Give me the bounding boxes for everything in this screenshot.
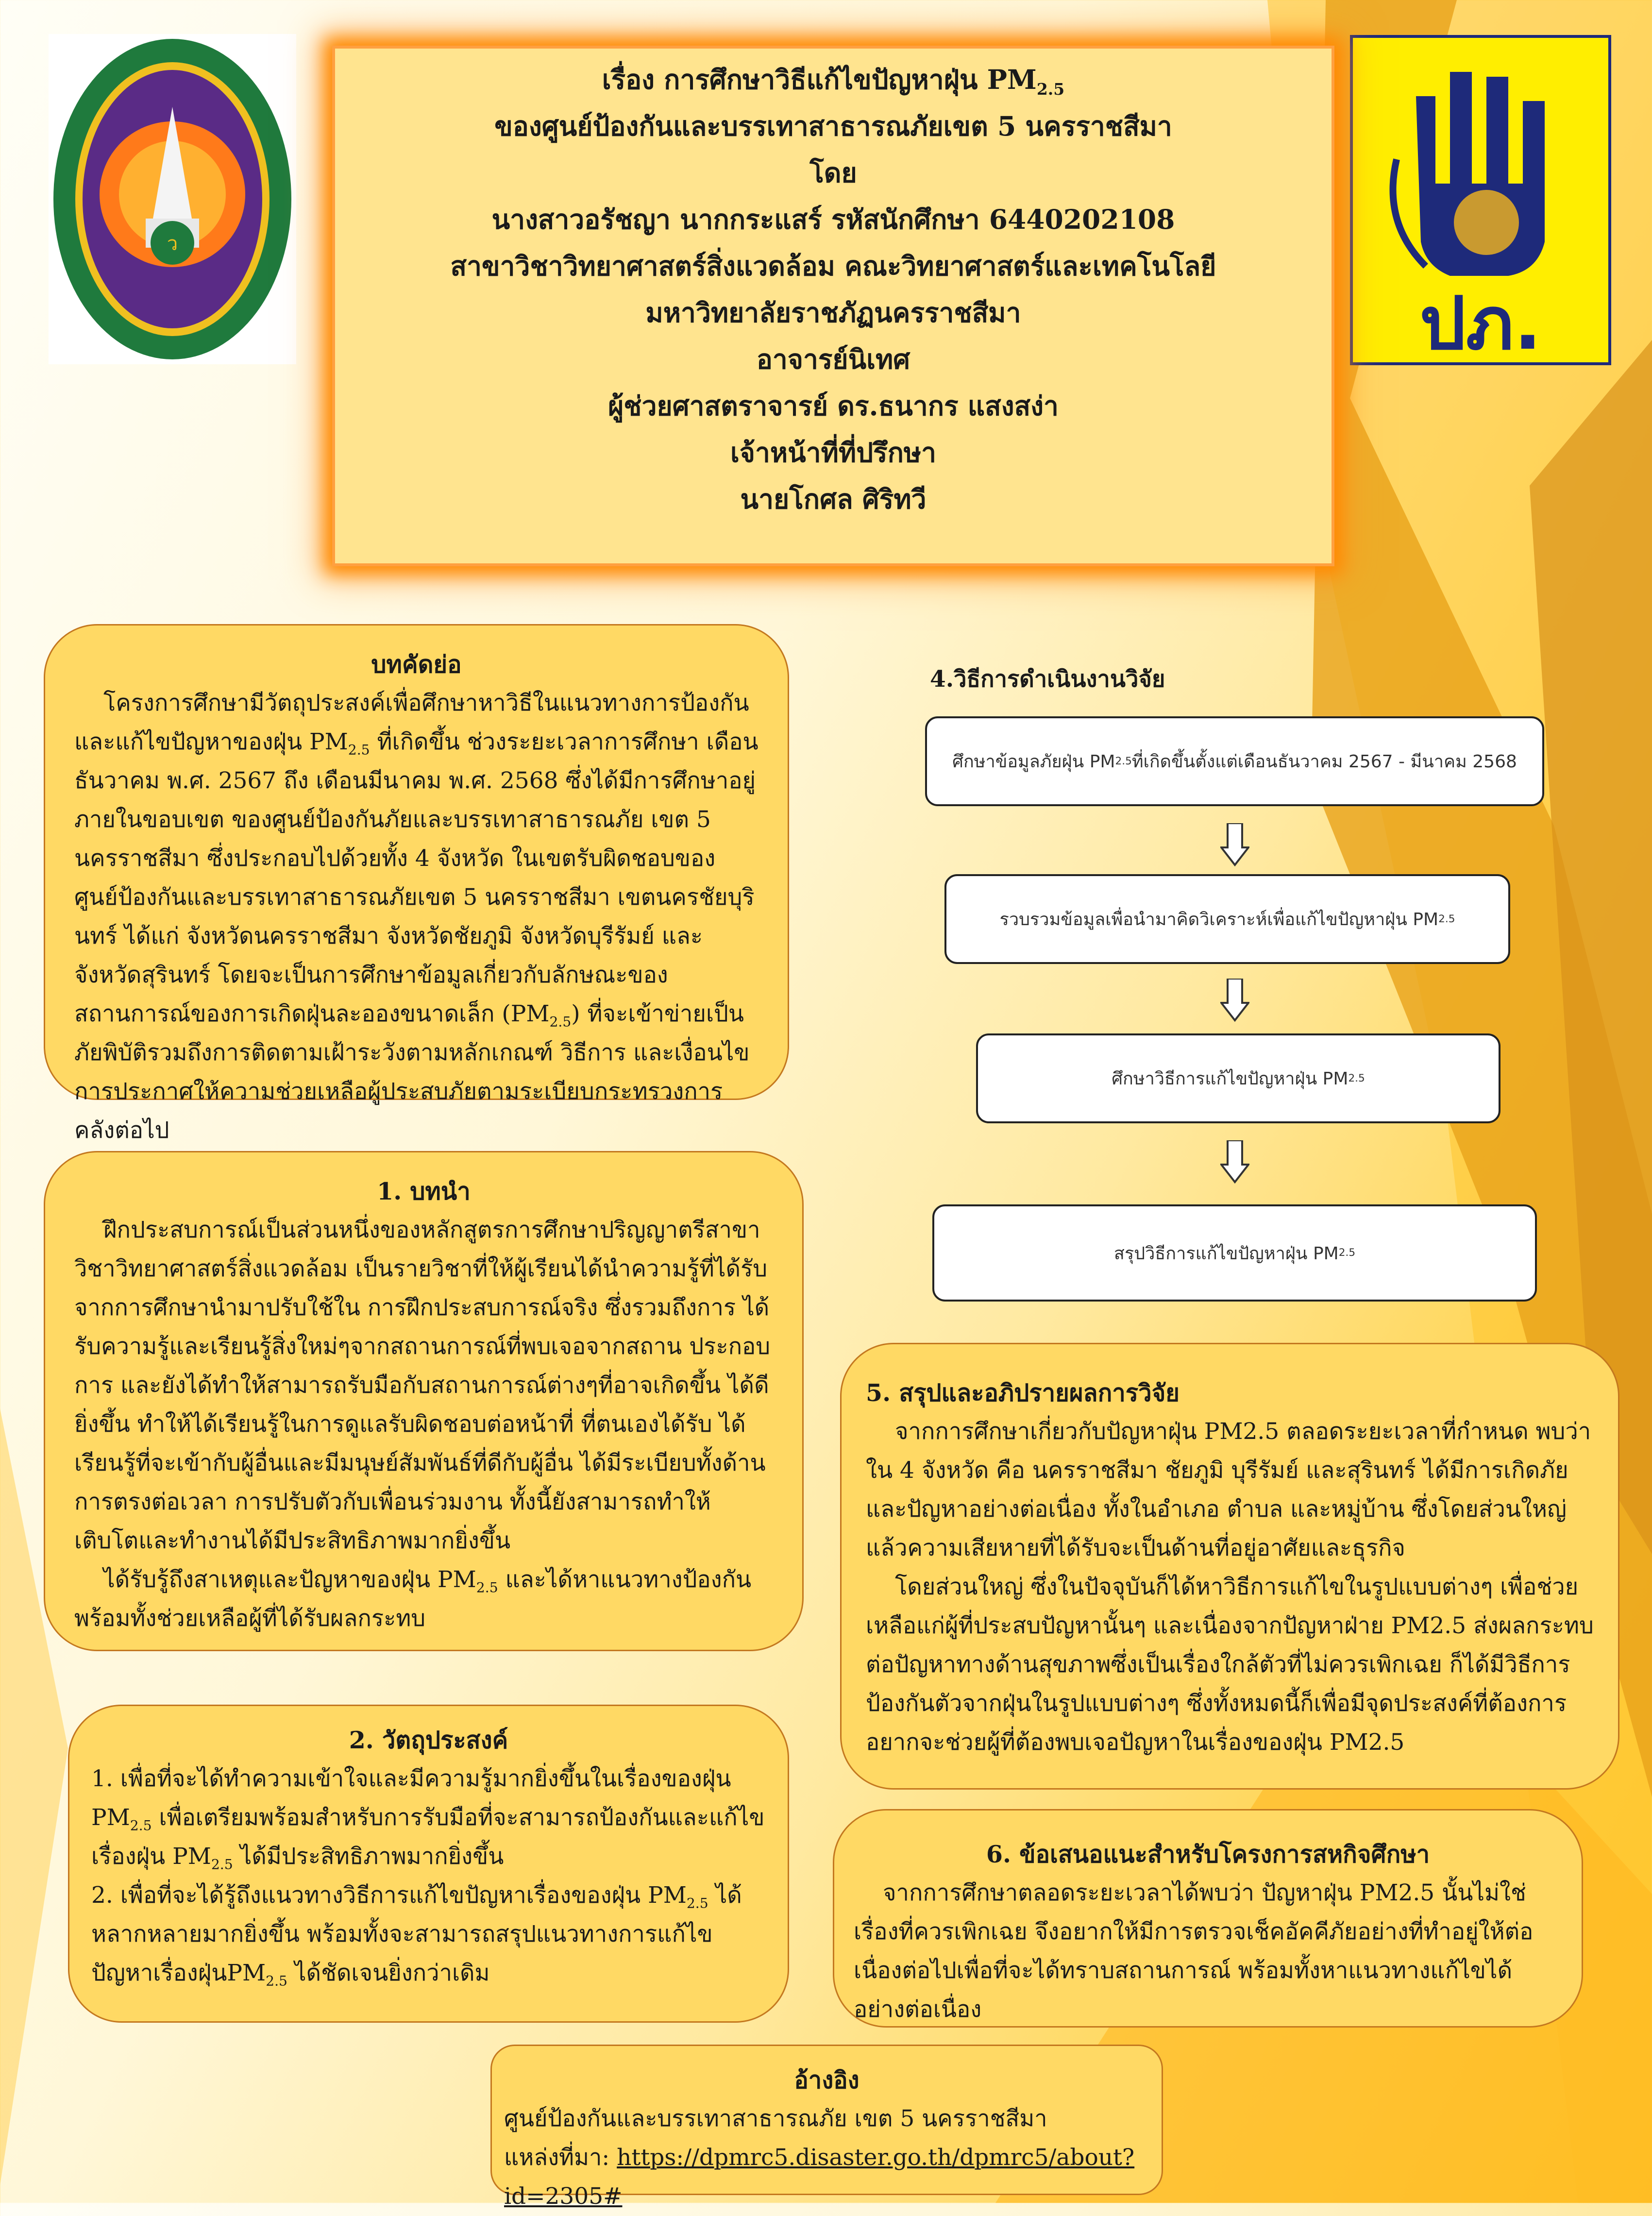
abstract-box bbox=[44, 624, 789, 1144]
header-university: มหาวิทยาลัยราชภัฏนครราชสีมา bbox=[645, 297, 1021, 328]
reference-link[interactable]: https://dpmrc5.disaster.go.th/dpmrc5/about?id=2305# bbox=[504, 2144, 1135, 2210]
header-line-3: โดย bbox=[809, 157, 857, 188]
conclusion-title: 5. สรุปและอภิปรายผลการวิจัย bbox=[866, 1379, 1180, 1407]
objectives-title: 2. วัตถุประสงค์ bbox=[349, 1726, 508, 1754]
method-step-2: รวบรวมข้อมูลเพื่อนำมาคิดวิเคราะห์เพื่อแก้ไขปัญหาฝุ่น PM 2.5 bbox=[944, 874, 1510, 964]
method-step-3: ศึกษาวิธีการแก้ไขปัญหาฝุ่น PM 2.5 bbox=[976, 1033, 1500, 1123]
header-student: นางสาวอรัชญา นากกระแสร์ รหัสนักศึกษา 6440202108 bbox=[491, 203, 1175, 235]
method-step-4: สรุปวิธีการแก้ไขปัญหาฝุ่น PM 2.5 bbox=[932, 1204, 1537, 1302]
down-arrow-icon bbox=[1220, 1140, 1249, 1184]
suggestion-box bbox=[833, 1809, 1583, 2028]
introduction-title: 1. บทนำ bbox=[377, 1177, 471, 1205]
reference-line: ศูนย์ป้องกันและบรรเทาสาธารณภัย เขต 5 นครราชสีมา bbox=[504, 2105, 1047, 2132]
header-line-2: ของศูนย์ป้องกันและบรรเทาสาธารณภัยเขต 5 นครราชสีมา bbox=[494, 110, 1172, 142]
reference-box bbox=[490, 2045, 1163, 2210]
introduction-box bbox=[44, 1151, 804, 1651]
suggestion-title: 6. ข้อเสนอแนะสำหรับโครงการสหกิจศึกษา bbox=[986, 1840, 1430, 1868]
dpm-hand-logo bbox=[1350, 35, 1611, 365]
conclusion-paragraph-2: โดยส่วนใหญ่ ซึ่งในปัจจุบันก็ได้หาวิธีการแก้ไขในรูปแบบต่างๆ เพื่อช่วยเหลือแก่ผู้ที่ประสบปัญหานั้นๆ และเนื่องจากปัญหาฝ่าย PM2.5 ส่งผลกระทบต่อปัญหาทางด้านสุขภาพซึ่งเป็นเรื่องใกล้ตัวที่ไม่ควรเพิกเฉย ก็ได้มีวิธีการป้องกันตัวจากฝุ่นในรูปแบบต่างๆ ซึ่งทั้งหมดนี้ก็เพื่อมีจุดประสงค์ที่ต้องการอยากจะช่วยผู้ที่ต้องพบเจอปัญหาในเรื่องของฝุ่น PM2.5 bbox=[866, 1573, 1594, 1756]
objective-2: 2. เพื่อที่จะได้รู้ถึงแนวทางวิธีการแก้ไขปัญหาเรื่องของฝุ่น $PM_{2.5}$ ได้หลากหลายมากยิ่งขึ้น พร้อมทั้งจะสามารถสรุปแนวทางการแก้ไขปัญหาเรื่องฝุ่น$PM_{2.5}$ ได้ชัดเจนยิ่งกว่าเดิม bbox=[91, 1882, 742, 1989]
down-arrow-icon bbox=[1220, 979, 1249, 1022]
poster-header bbox=[335, 49, 1332, 563]
poster-title: เรื่อง การศึกษาวิธีแก้ไขปัญหาฝุ่น $PM_{2.5}$ bbox=[602, 64, 1065, 99]
introduction-paragraph-1: ฝึกประสบการณ์เป็นส่วนหนึ่งของหลักสูตรการศึกษาปริญญาตรีสาขาวิชาวิทยาศาสตร์สิ่งแวดล้อม เป็นรายวิชาที่ให้ผู้เรียนได้นำความรู้ที่ได้รับจากการศึกษานำมาปรับใช้ใน การฝึกประสบการณ์จริง ซึ่งรวมถึงการ ได้รับความรู้และเรียนรู้สิ่งใหม่ๆจากสถานการณ์ที่พบเจอจากสถาน ประกอบการ และยังได้ทำให้สามารถรับมือกับสถานการณ์ต่างๆที่อาจเกิดขึ้น ได้ดียิ่งขึ้น ทำให้ได้เรียนรู้ในการดูแลรับผิดชอบต่อหน้าที่ ที่ตนเองได้รับ ได้เรียนรู้ที่จะเข้ากับผู้อื่นและมีมนุษย์สัมพันธ์ที่ดีกับผู้อื่น ได้มีระเบียบทั้งด้านการตรงต่อเวลา การปรับตัวกับเพื่อนร่วมงาน ทั้งนี้ยังสามารถทำให้เติบโตและทำงานได้มีประสิทธิภาพมากยิ่งขึ้น bbox=[74, 1217, 771, 1554]
reference-title: อ้างอิง bbox=[794, 2066, 860, 2094]
header-mentor: นายโกศล ศิริทวี bbox=[740, 483, 927, 515]
conclusion-paragraph-1: จากการศึกษาเกี่ยวกับปัญหาฝุ่น PM2.5 ตลอดระยะเวลาที่กำหนด พบว่าใน 4 จังหวัด คือ นครราชสีมา ชัยภูมิ บุรีรัมย์ และสุรินทร์ ได้มีการเกิดภัยและปัญหาอย่างต่อเนื่อง ทั้งในอำเภอ ตำบล และหมู่บ้าน ซึ่งโดยส่วนใหญ่แล้วความเสียหายที่ได้รับจะเป็นด้านที่อยู่อาศัยและธุรกิจ bbox=[866, 1418, 1591, 1561]
header-advisor-label: อาจารย์นิเทศ bbox=[756, 343, 910, 375]
objective-1: 1. เพื่อที่จะได้ทำความเข้าใจและมีความรู้มากยิ่งขึ้นในเรื่องของฝุ่น $PM_{2.5}$ เพื่อเตรียมพร้อมสำหรับการรับมือที่จะสามารถป้องกันและแก้ไขเรื่องฝุ่น $PM_{2.5}$ ได้มีประสิทธิภาพมากยิ่งขึ้น bbox=[91, 1765, 765, 1873]
university-seal-logo bbox=[49, 34, 296, 364]
objectives-box bbox=[68, 1705, 789, 2023]
conclusion-box bbox=[840, 1343, 1619, 1790]
header-advisor: ผู้ช่วยศาสตราจารย์ ดร.ธนากร แสงสง่า bbox=[608, 390, 1059, 422]
method-title: 4.วิธีการดำเนินงานวิจัย bbox=[930, 666, 1165, 693]
header-mentor-label: เจ้าหน้าที่ที่ปรึกษา bbox=[730, 437, 937, 468]
method-step-1: ศึกษาข้อมูลภัยฝุ่น PM 2.5 ที่เกิดขึ้นตั้งแต่เดือนธันวาคม 2567 - มีนาคม 2568 bbox=[925, 716, 1544, 806]
down-arrow-icon bbox=[1220, 823, 1249, 867]
dpm-logo-text: ปภ. bbox=[1419, 282, 1542, 362]
reference-source: แหล่งที่มา: https://dpmrc5.disaster.go.th/dpmrc5/about?id=2305# bbox=[504, 2144, 1135, 2210]
introduction-paragraph-2: ได้รับรู้ถึงสาเหตุและปัญหาของฝุ่น $PM_{2.5}$ และได้หาแนวทางป้องกัน พร้อมทั้งช่วยเหลือผู้ที่ได้รับผลกระทบ bbox=[74, 1566, 752, 1632]
abstract-title: บทคัดย่อ bbox=[371, 650, 462, 678]
svg-text:ว: ว bbox=[167, 233, 178, 255]
suggestion-text: จากการศึกษาตลอดระยะเวลาได้พบว่า ปัญหาฝุ่น PM2.5 นั้นไม่ใช่เรื่องที่ควรเพิกเฉย จึงอยากให้มีการตรวจเช็คอัคคีภัยอย่างที่ทำอยู่ให้ต่อเนื่องต่อไปเพื่อที่จะได้ทราบสถานการณ์ พร้อมทั้งหาแนวทางแก้ไขได้อย่างต่อเนื่อง bbox=[854, 1879, 1534, 2023]
header-department: สาขาวิชาวิทยาศาสตร์สิ่งแวดล้อม คณะวิทยาศาสตร์และเทคโนโลยี bbox=[450, 250, 1216, 282]
abstract-text: โครงการศึกษามีวัตถุประสงค์เพื่อศึกษาหาวิธีในแนวทางการป้องกันและแก้ไขปัญหาของฝุ่น $PM_{2.5}$ ที่เกิดขึ้น ช่วงระยะเวลาการศึกษา เดือนธันวาคม พ.ศ. 2567 ถึง เดือนมีนาคม พ.ศ. 2568 ซึ่งได้มีการศึกษาอยู่ภายในขอบเขต ของศูนย์ป้องกันภัยและบรรเทาสาธารณภัย เขต 5 นครราชสีมา ซึ่งประกอบไปด้วยทั้ง 4 จังหวัด ในเขตรับผิดชอบของศูนย์ป้องกันและบรรเทาสาธารณภัยเขต 5 นครราชสีมา เขตนครชัยบุรินทร์ ได้แก่ จังหวัดนครราชสีมา จังหวัดชัยภูมิ จังหวัดบุรีรัมย์ และจังหวัดสุรินทร์ โดยจะเป็นการศึกษาข้อมูลเกี่ยวกับลักษณะของสถานการณ์ของการเกิดฝุ่นละอองขนาดเล็ก $(PM_{2.5})$ ที่จะเข้าข่ายเป็นภัยพิบัติรวมถึงการติดตามเฝ้าระวังตามหลักเกณฑ์ วิธีการ และเงื่อนไขการประกาศให้ความช่วยเหลือผู้ประสบภัยตามระเบียบกระทรวงการคลังต่อไป bbox=[74, 690, 759, 1144]
